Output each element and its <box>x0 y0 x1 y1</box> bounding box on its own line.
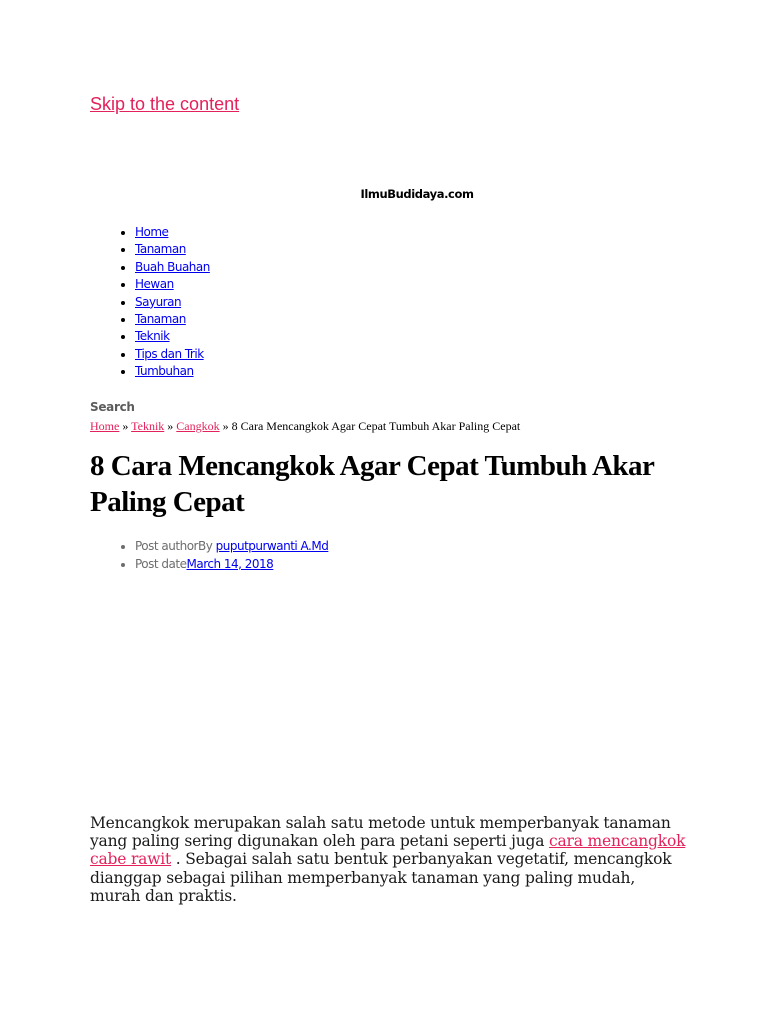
post-date-link[interactable]: March 14, 2018 <box>186 556 274 571</box>
menu-item <box>135 241 210 258</box>
search-toggle[interactable]: Search <box>90 400 135 414</box>
post-author-link[interactable]: puputpurwanti A.Md <box>215 539 329 553</box>
menu-link-hewan[interactable]: Hewan <box>135 277 174 292</box>
post-author-by: By <box>197 539 216 553</box>
menu-link-tumbuhan[interactable]: Tumbuhan <box>135 364 194 379</box>
menu-link-buah-buahan[interactable]: Buah Buahan <box>135 259 210 274</box>
breadcrumb-separator: » <box>119 419 132 433</box>
breadcrumb-separator: » <box>219 419 232 433</box>
menu-item <box>135 311 210 328</box>
post-author <box>135 538 328 556</box>
menu-link-home[interactable]: Home <box>135 225 169 239</box>
menu-link-sayuran[interactable]: Sayuran <box>135 294 182 309</box>
menu-item <box>135 259 210 276</box>
breadcrumb-current: 8 Cara Mencangkok Agar Cepat Tumbuh Akar Paling Cepat <box>231 419 521 433</box>
post-date <box>135 556 328 574</box>
menu-link-tanaman-2[interactable]: Tanaman <box>135 311 186 326</box>
cara-mencangkok-cabe-rawit-link[interactable]: cara mencangkok cabe rawit <box>90 832 686 869</box>
breadcrumb-home-link[interactable]: Home <box>90 419 120 433</box>
post-title: 8 Cara Mencangkok Agar Cepat Tumbuh Akar Paling Cepat <box>90 450 654 518</box>
breadcrumb-teknik-link[interactable]: Teknik <box>131 419 165 433</box>
primary-menu <box>90 224 210 381</box>
breadcrumb <box>90 419 520 434</box>
content-text: Mencangkok merupakan salah satu metode untuk memperbanyak tanaman yang paling sering digunakan oleh para petani seperti juga <box>90 814 671 851</box>
content-text: . Sebagai salah satu bentuk perbanyakan vegetatif, mencangkok dianggap sebagai pilihan memperbanyak tanaman yang paling mudah, murah dan praktis. <box>90 850 672 905</box>
menu-item <box>135 276 210 293</box>
skip-to-content-link[interactable]: Skip to the content <box>90 94 240 114</box>
post-date-label: Post date <box>135 556 187 571</box>
menu-item <box>135 346 210 363</box>
post-author-label: Post author <box>135 539 198 553</box>
breadcrumb-separator: » <box>164 419 177 433</box>
menu-link-teknik[interactable]: Teknik <box>135 329 170 344</box>
breadcrumb-cangkok-link[interactable]: Cangkok <box>176 419 220 433</box>
menu-item <box>135 363 210 380</box>
menu-link-tips-dan-trik[interactable]: Tips dan Trik <box>135 346 204 361</box>
menu-item <box>135 224 210 241</box>
site-title[interactable]: IlmuBudidaya.com <box>360 187 474 201</box>
post-content-paragraph <box>90 814 690 905</box>
post-meta <box>90 538 328 573</box>
menu-link-tanaman[interactable]: Tanaman <box>135 242 186 257</box>
menu-item <box>135 294 210 311</box>
menu-item <box>135 328 210 345</box>
